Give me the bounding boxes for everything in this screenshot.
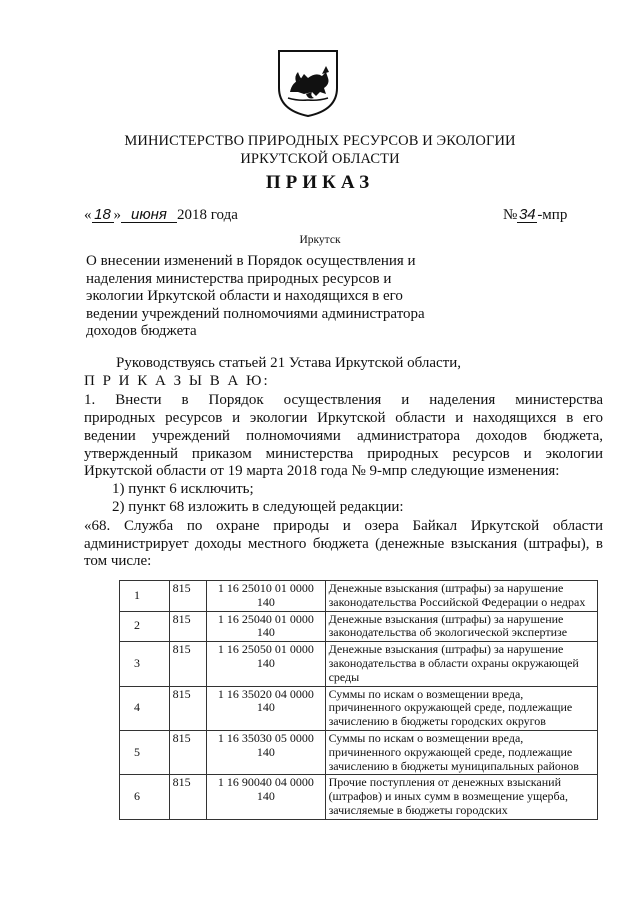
row-number: 3 — [120, 642, 170, 686]
table-row — [120, 581, 598, 612]
table-row — [120, 642, 598, 686]
budget-code: 1 16 25040 01 0000 140 — [207, 611, 325, 642]
preamble: Руководствуясь статьей 21 Устава Иркутской области, — [116, 355, 462, 371]
revenue-description: Суммы по искам о возмещении вреда, причиненного окружающей среде, подлежащие зачислению в бюджеты городских округов — [325, 686, 597, 730]
item1-last-line: Иркутской области от 19 марта 2018 года № 9-мпр следующие изменения: — [84, 463, 560, 479]
admin-code: 815 — [169, 775, 206, 819]
date-year: 2018 года — [177, 207, 238, 223]
table-row — [120, 775, 598, 819]
revenue-description: Суммы по искам о возмещении вреда, причиненного окружающей среде, подлежащие зачислению в бюджеты муниципальных районов — [325, 730, 597, 774]
document-title: ПРИКАЗ — [265, 172, 375, 193]
subitem-2: 2) пункт 68 изложить в следующей редакции: — [112, 499, 404, 515]
date-open-quote: « — [84, 207, 92, 223]
penalties-table — [119, 580, 598, 820]
item1-line: природных ресурсов и экологии Иркутской области и находящихся в его — [84, 410, 603, 426]
quote-last-line: том числе: — [84, 553, 152, 569]
date-day: 18 — [92, 208, 114, 223]
admin-code: 815 — [169, 642, 206, 686]
ministry-name-line2: ИРКУТСКОЙ ОБЛАСТИ — [240, 151, 400, 167]
item1-line: утвержденный приказом министерства природных ресурсов и экологии — [84, 446, 603, 462]
subitem-1: 1) пункт 6 исключить; — [112, 481, 254, 497]
budget-code: 1 16 25050 01 0000 140 — [207, 642, 325, 686]
date-close-quote: » — [113, 207, 121, 223]
revenue-description: Прочие поступления от денежных взысканий (штрафов) и иных сумм в возмещение ущерба, зачисляемые в бюджеты городских — [325, 775, 597, 819]
revenue-description: Денежные взыскания (штрафы) за нарушение законодательства в области охраны окружающей среды — [325, 642, 597, 686]
budget-code: 1 16 35030 05 0000 140 — [207, 730, 325, 774]
budget-code: 1 16 25010 01 0000 140 — [207, 581, 325, 612]
table-row — [120, 611, 598, 642]
revenue-description: Денежные взыскания (штрафы) за нарушение законодательства об экологической экспертизе — [325, 611, 597, 642]
revenue-description: Денежные взыскания (штрафы) за нарушение законодательства Российской Федерации о недрах — [325, 581, 597, 612]
admin-code: 815 — [169, 611, 206, 642]
item1-line: 1. Внести в Порядок осуществления и наделения министерства — [84, 392, 603, 408]
ministry-name-line1: МИНИСТЕРСТВО ПРИРОДНЫХ РЕСУРСОВ И ЭКОЛОГИИ — [124, 133, 516, 149]
budget-code: 1 16 90040 04 0000 140 — [207, 775, 325, 819]
table-row — [120, 686, 598, 730]
admin-code: 815 — [169, 581, 206, 612]
table-row — [120, 730, 598, 774]
item1-line: ведении учреждений полномочиями администратора доходов бюджета, — [84, 428, 603, 444]
budget-code: 1 16 35020 04 0000 140 — [207, 686, 325, 730]
admin-code: 815 — [169, 730, 206, 774]
quote-line: «68. Служба по охране природы и озера Байкал Иркутской области — [84, 518, 603, 534]
order-subject: О внесении изменений в Порядок осуществления и наделения министерства природных ресурсов и экологии Иркутской области и находящихся в его ведении учреждений полномочиями администратора доходов бюджета — [86, 253, 425, 339]
city: Иркутск — [299, 234, 341, 246]
row-number: 2 — [120, 611, 170, 642]
quote-line: администрирует доходы местного бюджета (денежные взыскания (штрафы), в — [84, 536, 603, 552]
number-suffix: -мпр — [537, 207, 568, 223]
row-number: 4 — [120, 686, 170, 730]
row-number: 1 — [120, 581, 170, 612]
command-word: П Р И К А З Ы В А Ю: — [84, 373, 270, 389]
number-value: 34 — [518, 206, 536, 223]
row-number: 5 — [120, 730, 170, 774]
admin-code: 815 — [169, 686, 206, 730]
row-number: 6 — [120, 775, 170, 819]
date-month: июня — [121, 208, 177, 223]
number-prefix: № — [503, 207, 518, 223]
